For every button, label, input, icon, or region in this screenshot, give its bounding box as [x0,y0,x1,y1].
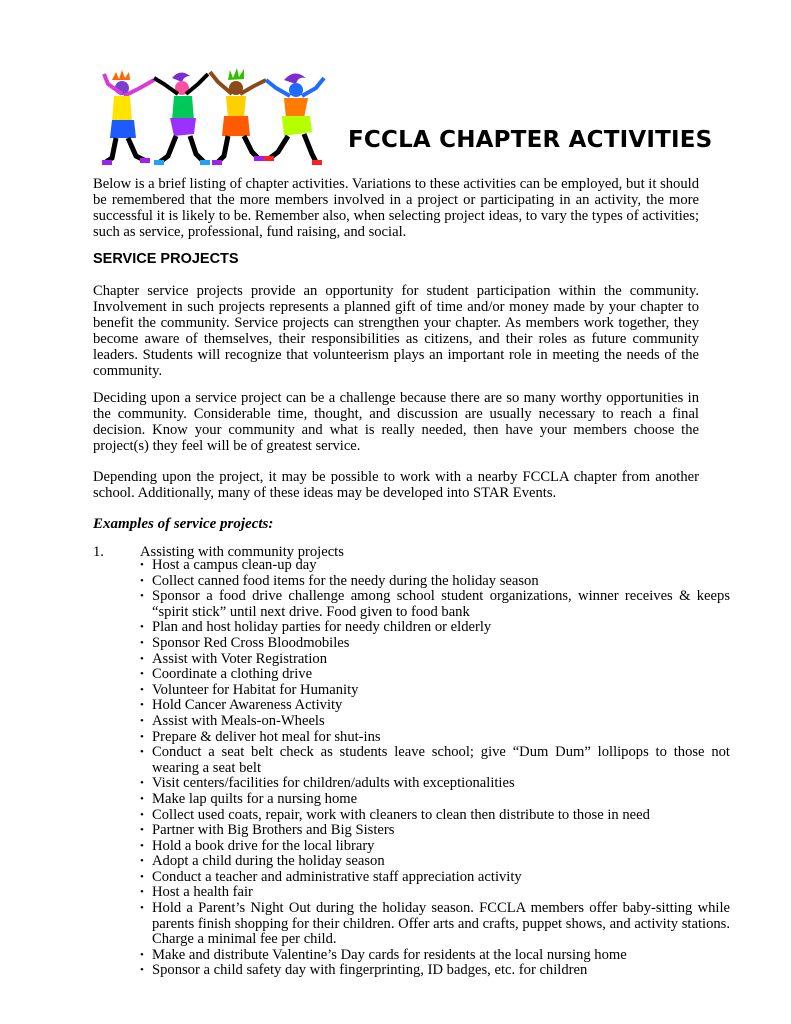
list-item-text: Host a campus clean-up day [152,557,317,573]
examples-heading: Examples of service projects: [93,516,274,532]
dancer-figure-3 [210,68,266,165]
bullet-icon: • [140,777,144,790]
bullet-icon: • [140,964,144,977]
bullet-icon: • [140,668,144,681]
bullet-icon: • [140,652,144,665]
list-item-text: Make and distribute Valentine’s Day cards for residents at the local nursing home [152,946,627,963]
list-item [140,574,730,590]
bullet-icon: • [140,746,144,759]
list-item [140,963,730,979]
section-heading: SERVICE PROJECTS [93,251,239,267]
list-item [140,558,730,574]
list-item-text: Conduct a seat belt check as students leave school; give “Dum Dum” lollipops to those not wearing a seat belt [152,744,730,776]
list-item-text: Sponsor a food drive challenge among school student organizations, winner receives & keeps “spirit stick” until next drive. Food given to food bank [152,588,730,620]
bullet-icon: • [140,621,144,634]
list-item-text: Host a health fair [152,884,253,901]
list-item [140,745,730,776]
list-item [140,839,730,855]
bullet-icon: • [140,808,144,821]
paragraph-service-purpose: Chapter service projects provide an opportunity for student participation within the community. Involvement in such projects represents a planned gift of time and/or money made by your chapter to benefit the community. Service projects can strengthen your chapter. As members work together, they become aware of themselves, their responsibilities as citizens, and their roles as future community leaders. Students will recognize that volunteerism plays an important role in meeting the needs of the community. [93,283,699,379]
bullet-icon: • [140,886,144,899]
bullet-icon: • [140,824,144,837]
bullet-icon: • [140,559,144,571]
dancing-figures-clipart [98,66,348,176]
bullet-icon: • [140,590,144,603]
list-item [140,698,730,714]
dancer-figure-1 [102,70,154,165]
list-item [140,730,730,746]
list-item [140,792,730,808]
bullet-icon: • [140,902,144,915]
list-item [140,652,730,668]
list-item [140,870,730,886]
list-item [140,808,730,824]
list-item [140,589,730,620]
list-item [140,776,730,792]
list-number: 1. [93,544,104,560]
list-item [140,885,730,901]
bullet-icon: • [140,574,144,587]
bullet-icon: • [140,699,144,712]
list-item [140,620,730,636]
list-item-text: Assist with Meals-on-Wheels [152,712,325,729]
bullet-icon: • [140,714,144,727]
list-item-text: Coordinate a clothing drive [152,666,313,683]
list-item-text: Assist with Voter Registration [152,650,327,667]
list-title: Assisting with community projects [140,544,344,560]
bullet-icon: • [140,792,144,805]
bullet-icon: • [140,730,144,743]
list-item-text: Collect canned food items for the needy during the holiday season [152,572,539,589]
list-item-text: Partner with Big Brothers and Big Sisters [152,822,395,839]
list-item-text: Prepare & deliver hot meal for shut-ins [152,728,381,745]
list-item [140,948,730,964]
list-item [140,854,730,870]
list-item-text: Conduct a teacher and administrative staff appreciation activity [152,868,522,885]
list-item-text: Sponsor a child safety day with fingerprinting, ID badges, etc. for children [152,962,588,979]
bullet-icon: • [140,870,144,883]
list-item-text: Collect used coats, repair, work with cleaners to clean then distribute to those in need [152,806,650,823]
bullet-icon: • [140,948,144,961]
page-title: FCCLA CHAPTER ACTIVITIES [348,127,713,153]
bullet-icon: • [140,636,144,649]
list-item-text: Hold Cancer Awareness Activity [152,697,343,714]
list-item [140,823,730,839]
list-item-text: Volunteer for Habitat for Humanity [152,681,359,698]
list-item-text: Hold a book drive for the local library [152,837,375,854]
list-item [140,714,730,730]
list-item-text: Make lap quilts for a nursing home [152,790,358,807]
paragraph-deciding-project: Deciding upon a service project can be a challenge because there are so many worthy opportunities in the community. Considerable time, thought, and discussion are usually necessary to reach a final decision. Know your community and what is really needed, then have your members choose the project(s) they feel will be of greatest service. [93,390,699,454]
dancer-figure-4 [264,73,324,165]
bullet-icon: • [140,683,144,696]
bullet-icon: • [140,855,144,868]
list-item [140,667,730,683]
dancer-figure-2 [154,72,210,165]
list-item-text: Hold a Parent’s Night Out during the holiday season. FCCLA members offer baby-sitting while parents finish shopping for their children. Offer arts and crafts, puppet shows, and activity stations. Charge a minimal fee per child. [152,900,730,948]
list-item-text: Visit centers/facilities for children/adults with exceptionalities [152,775,515,792]
list-item-text: Plan and host holiday parties for needy children or elderly [152,619,492,636]
intro-paragraph: Below is a brief listing of chapter activities. Variations to these activities can be employed, but it should be remembered that the more members involved in a project or participating in an activity, the more successful it is likely to be. Remember also, when selecting project ideas, to vary the types of activities; such as service, professional, fund raising, and social. [93,176,699,240]
list-item [140,636,730,652]
paragraph-nearby-chapter: Depending upon the project, it may be possible to work with a nearby FCCLA chapter from another school. Additionally, many of these ideas may be developed into STAR Events. [93,469,699,501]
list-item [140,901,730,948]
list-item [140,683,730,699]
bullet-icon: • [140,839,144,852]
list-item-text: Adopt a child during the holiday season [152,853,385,870]
list-item-text: Sponsor Red Cross Bloodmobiles [152,634,350,651]
service-project-list [140,558,730,979]
